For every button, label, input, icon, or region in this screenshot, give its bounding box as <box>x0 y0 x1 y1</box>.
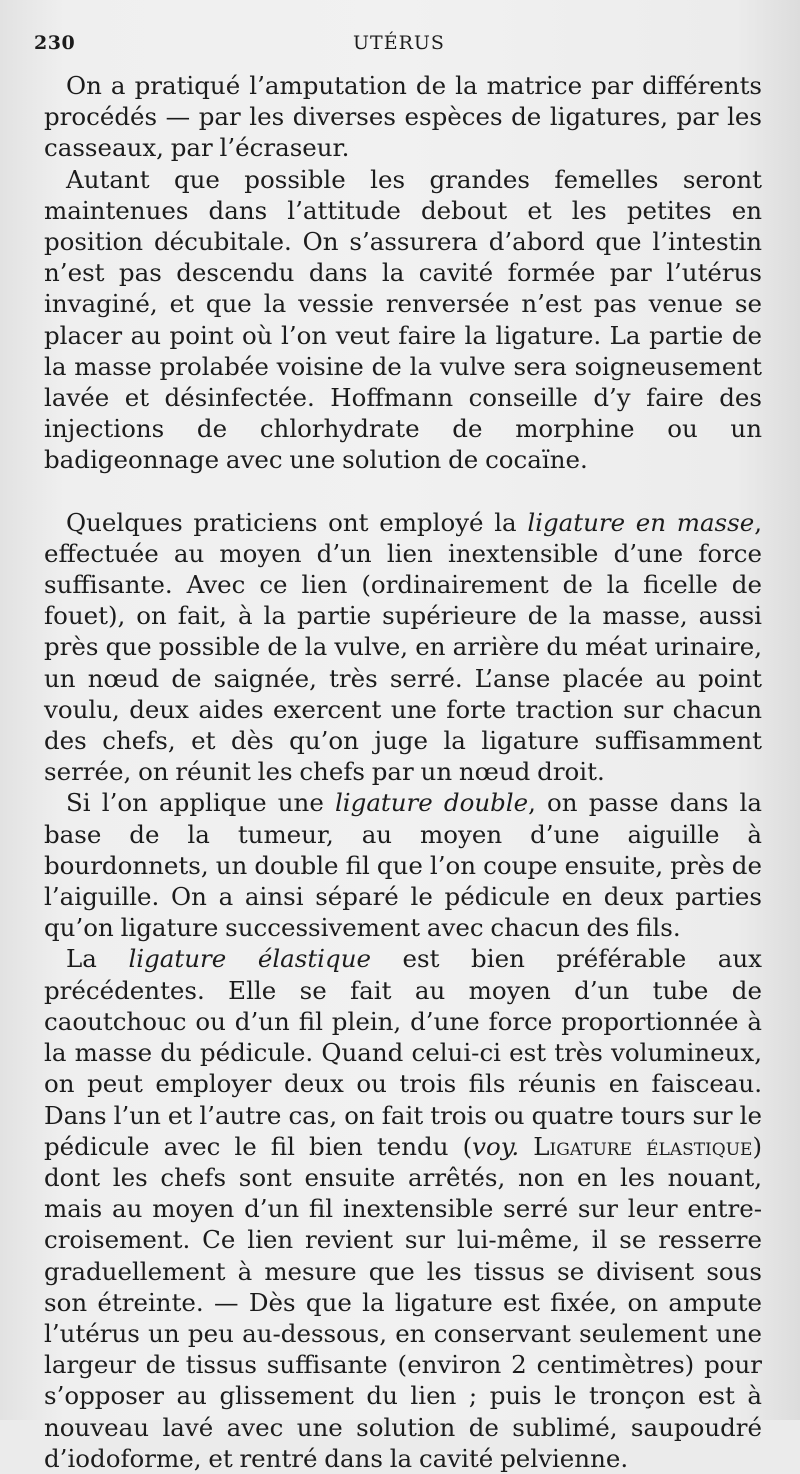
paragraph-text: , on passe dans la base de la tumeur, au moyen d’une aiguille à bourdonnets, un double fil que l’on coupe ensuite, près de l’aiguille. On a ainsi séparé le pédicule en deux parties qu’on ligature successivement avec chacun des fils. <box>44 788 762 943</box>
paragraph-ligature-elastique <box>44 943 762 1473</box>
running-head: UTÉRUS <box>353 32 445 54</box>
cross-reference-voy: voy. <box>472 1131 520 1161</box>
paragraph-amputation-methods <box>44 70 762 164</box>
paragraph-text: Quelques praticiens ont employé la <box>66 507 528 537</box>
italic-term: ligature en masse <box>527 507 755 537</box>
paragraph-ligature-en-masse <box>44 507 762 788</box>
paragraph-ligature-double <box>44 787 762 943</box>
paragraph-text: Si l’on applique une <box>66 788 335 818</box>
paragraph-text: La <box>66 944 129 974</box>
paragraph-gap <box>44 476 762 507</box>
paragraph-text: ) dont les chefs sont ensuite arrêtés, non en les nouant, mais au moyen d’un fil inextensible serré sur leur entre-croisement. Ce lien revient sur lui-même, il se resserre graduellement à mesure que les tissus se divisent sous son étreinte. — Dès que la ligature est fixée, on ampute l’utérus un peu au-dessous, en conservant seulement une largeur de tissus suffisante (environ 2 centimètres) pour s’opposer au glissement du lien ; puis le tronçon est à nouveau lavé avec une solution de sublimé, saupoudré d’iodoforme, et rentré dans la cavité pelvienne. <box>44 1131 762 1473</box>
paragraph-text: , effectuée au moyen d’un lien inextensible d’une force suffisante. Avec ce lien (ordinairement de la ficelle de fouet), on fait, à la partie supérieure de la masse, aussi près que possible de la vulve, en arrière du méat urinaire, un nœud de saignée, très serré. L’anse placée au point voulu, deux aides exercent une forte traction sur chacun des chefs, et dès qu’on juge la ligature suffisamment serrée, on réunit les chefs par un nœud droit. <box>44 507 762 787</box>
page-header <box>34 32 764 62</box>
paragraph-text: est bien préférable aux précédentes. Elle se fait au moyen d’un tube de caoutchouc ou d’un fil plein, d’une force proportionnée à la masse du pédicule. Quand celui-ci est très volumineux, on peut employer deux ou trois fils réunis en faisceau. Dans l’un et l’autre cas, on fait trois ou quatre tours sur le pédicule avec le fil bien tendu ( <box>44 944 762 1161</box>
body-text <box>44 70 762 1474</box>
cross-reference-term: Ligature élastique <box>533 1131 753 1161</box>
italic-term: ligature élastique <box>128 944 371 974</box>
italic-term: ligature double <box>334 788 529 818</box>
paragraph-text: Autant que possible les grandes femelles seront maintenues dans l’attitude debout et les petites en position décubitale. On s’assurera d’abord que l’intestin n’est pas descendu dans la cavité formée par l’utérus invaginé, et que la vessie renversée n’est pas venue se placer au point où l’on veut faire la ligature. La partie de la masse prolabée voisine de la vulve sera soigneusement lavée et désinfectée. Hoffmann conseille d’y faire des injections de chlorhydrate de morphine ou un badigeonnage avec une solution de cocaïne. <box>44 164 762 475</box>
paragraph-positioning <box>44 164 762 476</box>
page-number: 230 <box>34 32 76 54</box>
paragraph-text: On a pratiqué l’amputation de la matrice par différents procédés — par les diverses espèces de ligatures, par les casseaux, par l’écraseur. <box>44 71 762 163</box>
